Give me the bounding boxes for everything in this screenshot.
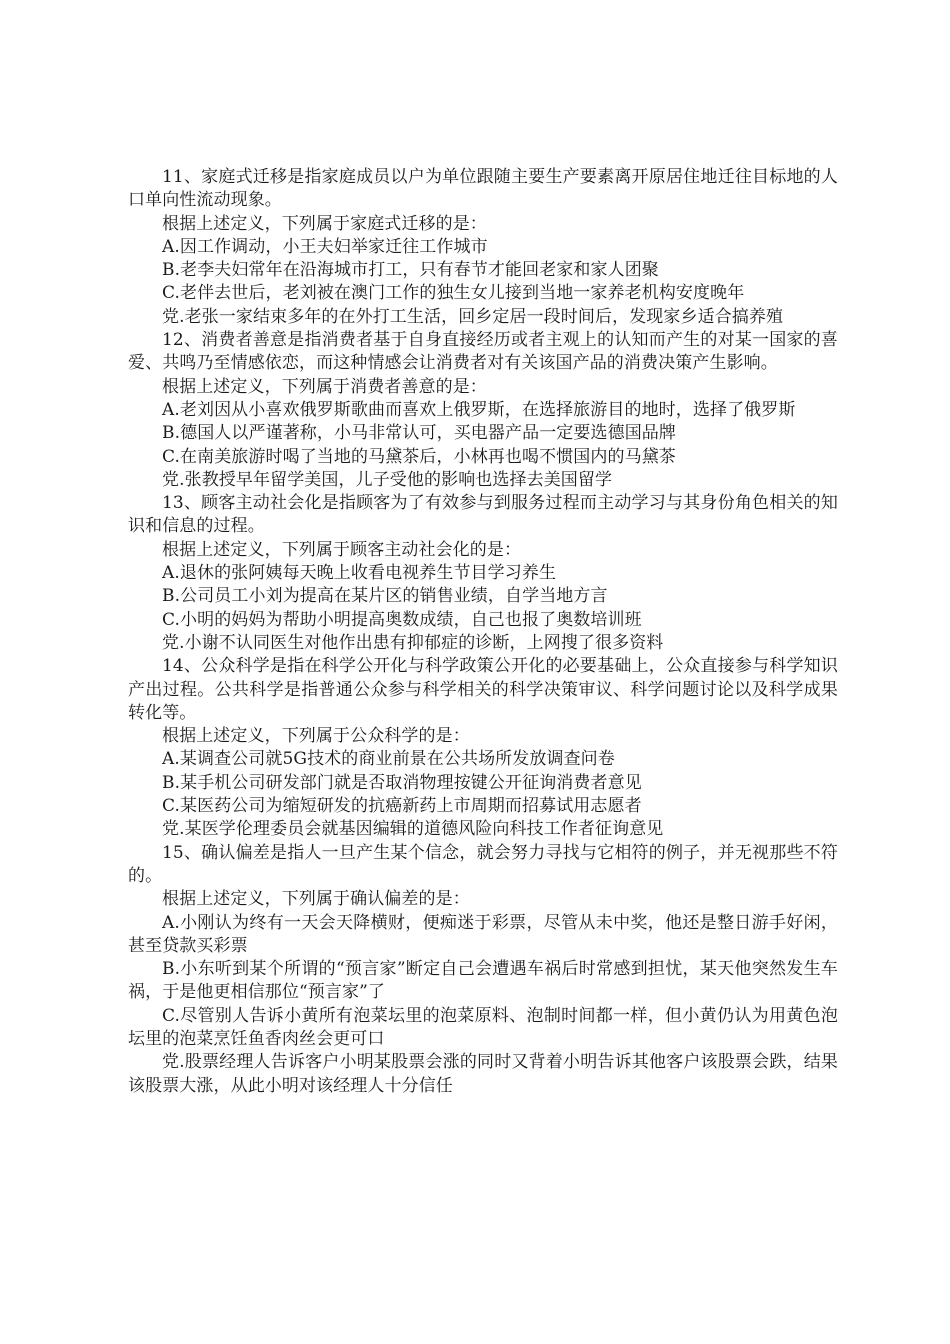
option-a: A.因工作调动，小王夫妇举家迁往工作城市 [162, 236, 488, 257]
question-prompt: 根据上述定义，下列属于家庭式迁移的是： [162, 213, 487, 234]
question-stem: 13、顾客主动社会化是指顾客为了有效参与到服务过程而主动学习与其身份角色相关的知识和信息的过程。 [128, 493, 838, 537]
question-stem: 11、家庭式迁移是指家庭成员以户为单位跟随主要生产要素离开原居住地迁往目标地的人口单向性流动现象。 [128, 167, 838, 211]
option-d: 党.股票经理人告诉客户小明某股票会涨的同时又背着小明告诉其他客户该股票会跌，结果该股票大涨，从此小明对该经理人十分信任 [128, 1052, 838, 1096]
question-prompt: 根据上述定义，下列属于确认偏差的是： [162, 889, 470, 910]
document-body [128, 166, 838, 1098]
option-b: B.小东听到某个所谓的“预言家”断定自己会遭遇车祸后时常感到担忧，某天他突然发生车祸，于是他更相信那位“预言家”了 [128, 959, 838, 1003]
option-a: A.某调查公司就5G技术的商业前景在公共场所发放调查问卷 [162, 749, 615, 770]
question-block [128, 492, 838, 655]
option-d: 党.张教授早年留学美国，儿子受他的影响也选择去美国留学 [162, 469, 613, 490]
option-d: 党.老张一家结束多年的在外打工生活，回乡定居一段时间后，发现家乡适合搞养殖 [162, 306, 784, 327]
option-c: C.某医药公司为缩短研发的抗癌新药上市周期而招募试用志愿者 [162, 796, 642, 817]
option-b: B.公司员工小刘为提高在某片区的销售业绩，自学当地方言 [162, 586, 608, 607]
question-prompt: 根据上述定义，下列属于公众科学的是： [162, 726, 470, 747]
question-block [128, 655, 838, 841]
option-c: C.小明的妈妈为帮助小明提高奥数成绩，自己也报了奥数培训班 [162, 609, 642, 630]
question-stem: 14、公众科学是指在科学公开化与科学政策公开化的必要基础上，公众直接参与科学知识产出过程。公共科学是指普通公众参与科学相关的科学决策审议、科学问题讨论以及科学成果转化等。 [128, 656, 838, 723]
option-c: C.老伴去世后，老刘被在澳门工作的独生女儿接到当地一家养老机构安度晚年 [162, 283, 745, 304]
option-b: B.老李夫妇常年在沿海城市打工，只有春节才能回老家和家人团聚 [162, 260, 659, 281]
question-block [128, 329, 838, 492]
option-a: A.小刚认为终有一天会天降横财，便痴迷于彩票，尽管从未中奖，他还是整日游手好闲，甚至贷款买彩票 [128, 912, 838, 956]
question-stem: 15、确认偏差是指人一旦产生某个信念，就会努力寻找与它相符的例子，并无视那些不符的。 [128, 842, 838, 886]
question-block [128, 166, 838, 329]
question-stem: 12、消费者善意是指消费者基于自身直接经历或者主观上的认知而产生的对某一国家的喜爱、共鸣乃至情感依恋，而这种情感会让消费者对有关该国产品的消费决策产生影响。 [128, 330, 838, 374]
option-d: 党.某医学伦理委员会就基因编辑的道德风险向科技工作者征询意见 [162, 819, 664, 840]
option-a: A.老刘因从小喜欢俄罗斯歌曲而喜欢上俄罗斯，在选择旅游目的地时，选择了俄罗斯 [162, 399, 796, 420]
option-b: B.某手机公司研发部门就是否取消物理按键公开征询消费者意见 [162, 772, 642, 793]
option-c: C.尽管别人告诉小黄所有泡菜坛里的泡菜原料、泡制时间都一样，但小黄仍认为用黄色泡坛里的泡菜烹饪鱼香肉丝会更可口 [128, 1005, 838, 1049]
question-prompt: 根据上述定义，下列属于消费者善意的是： [162, 376, 487, 397]
question-block [128, 842, 838, 1098]
option-a: A.退休的张阿姨每天晚上收看电视养生节目学习养生 [162, 563, 557, 584]
question-prompt: 根据上述定义，下列属于顾客主动社会化的是： [162, 539, 522, 560]
option-b: B.德国人以严谨著称，小马非常认可，买电器产品一定要选德国品牌 [162, 423, 676, 444]
option-d: 党.小谢不认同医生对他作出患有抑郁症的诊断，上网搜了很多资料 [162, 632, 664, 653]
option-c: C.在南美旅游时喝了当地的马黛茶后，小林再也喝不惯国内的马黛茶 [162, 446, 676, 467]
